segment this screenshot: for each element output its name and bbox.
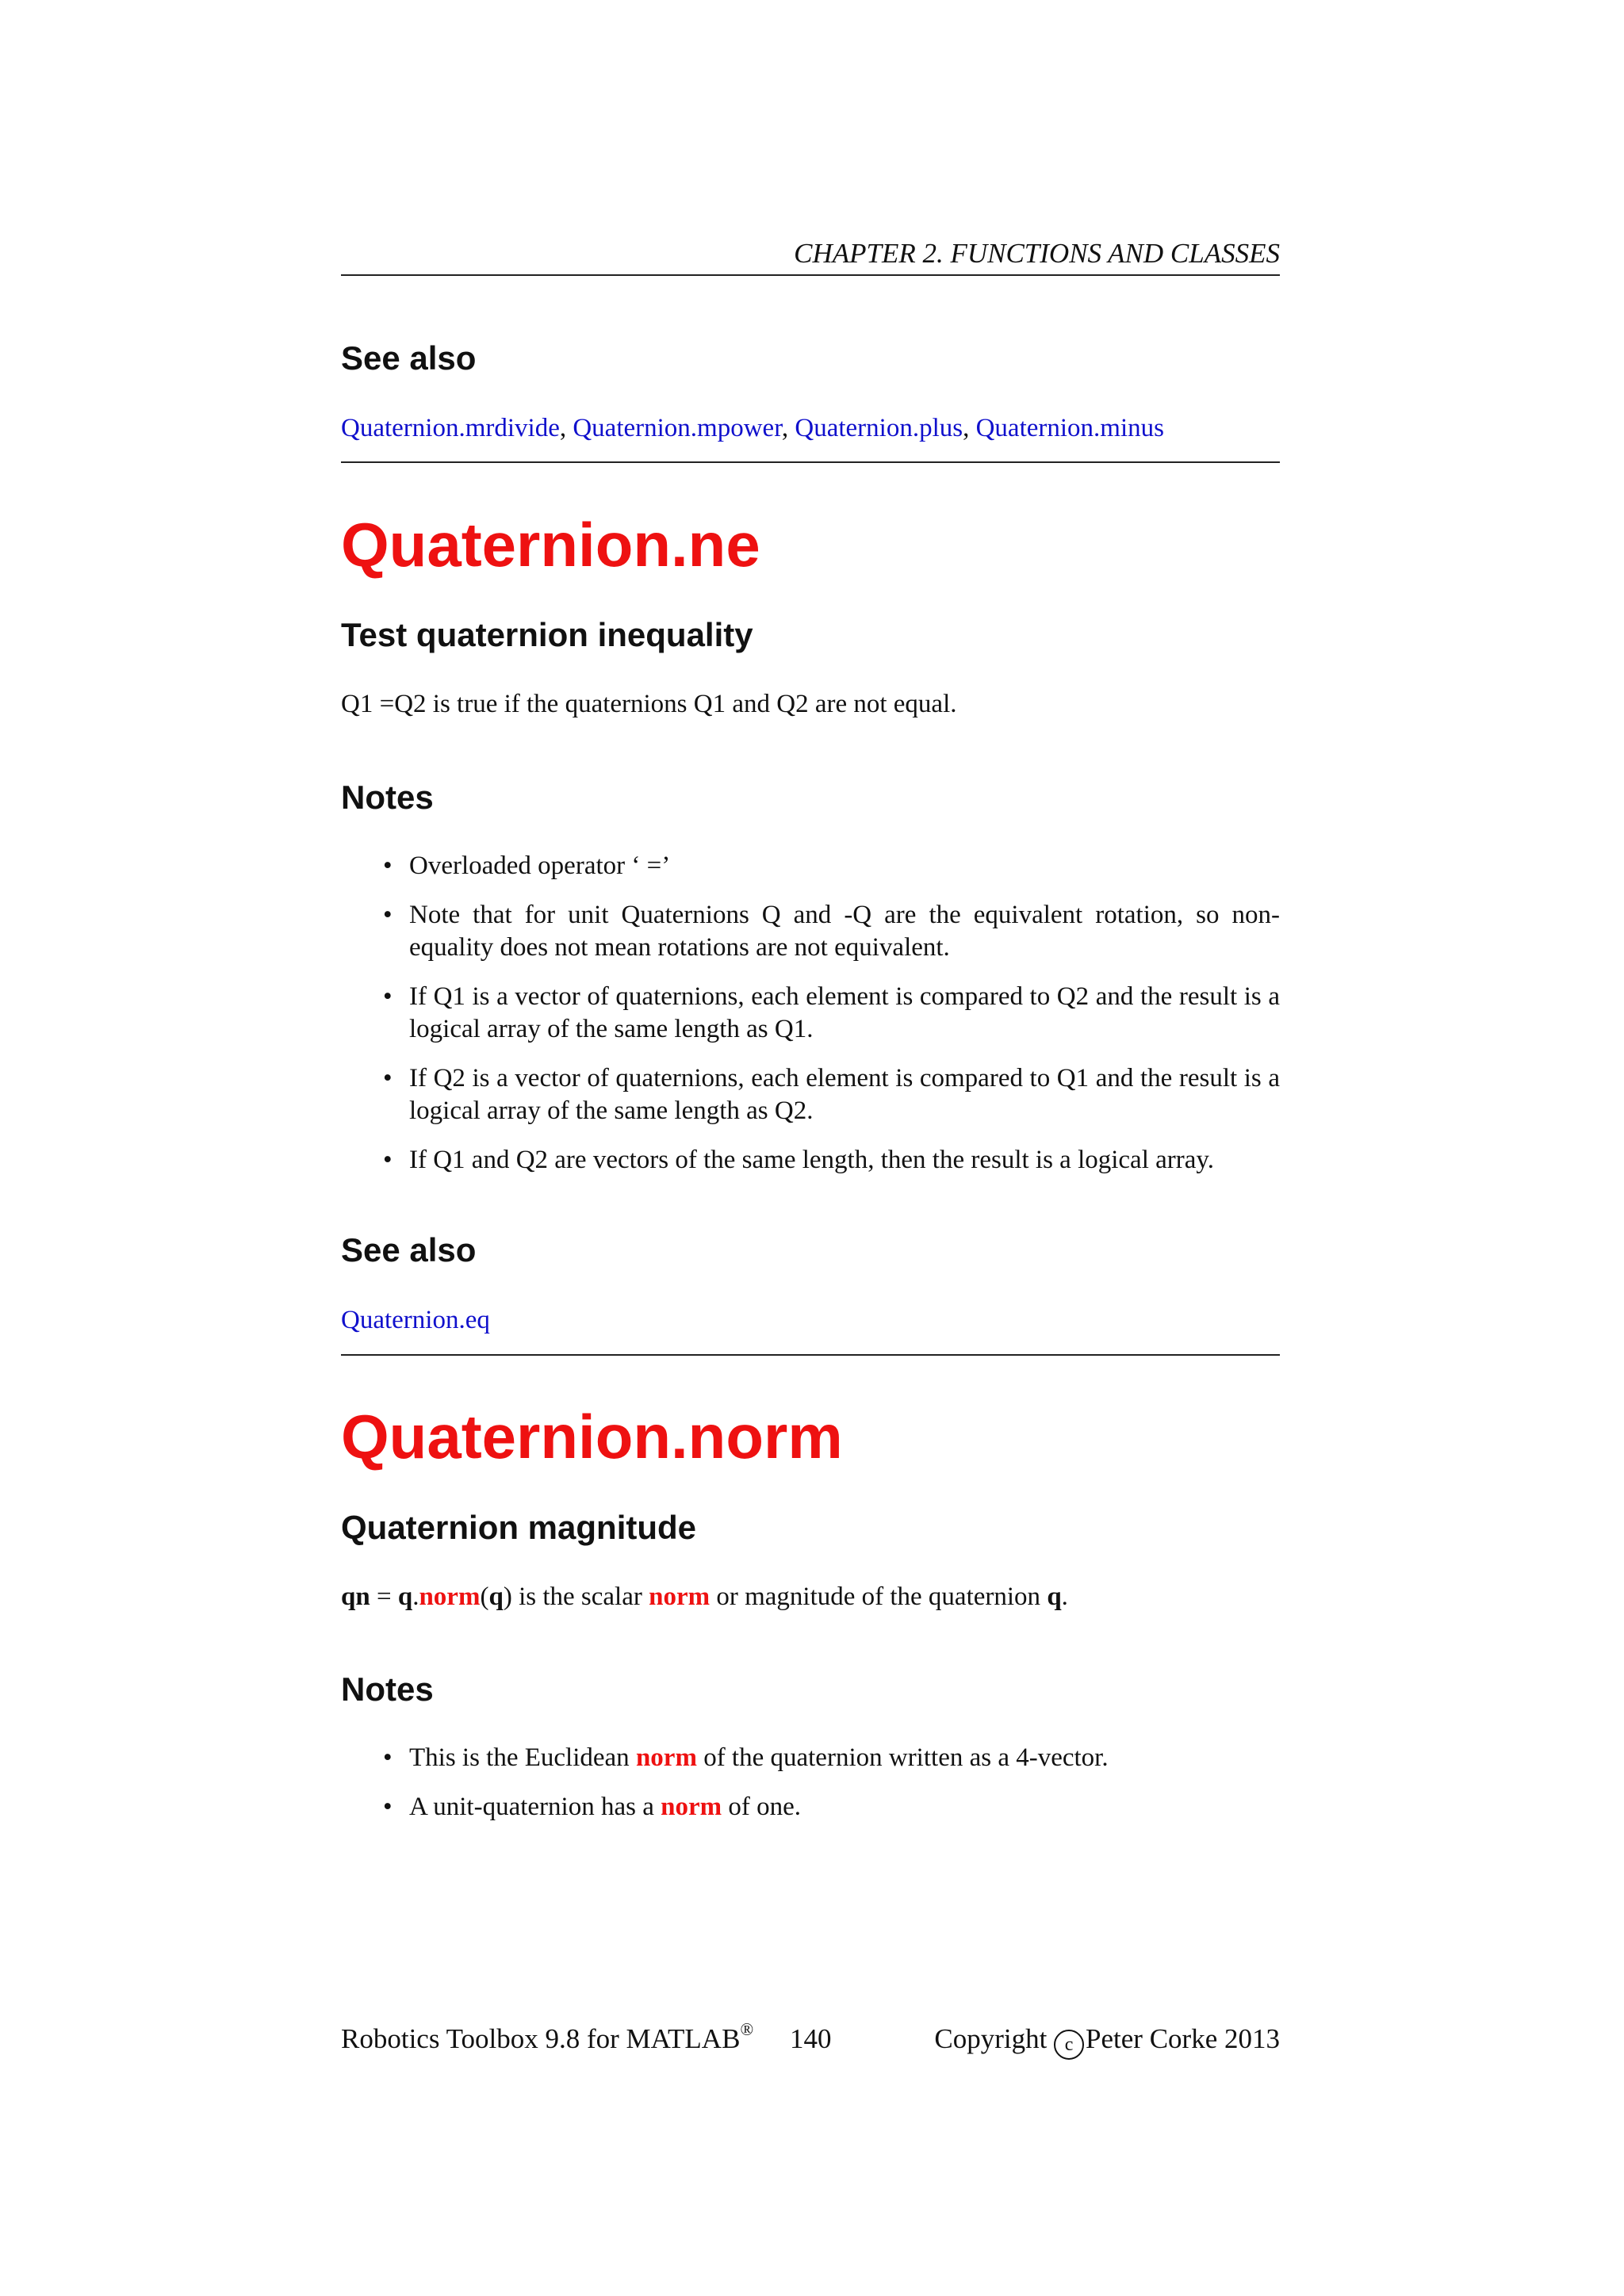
ne-notes-list bbox=[341, 850, 1280, 1193]
note-text: of one. bbox=[722, 1793, 801, 1821]
note-text: If Q2 is a vector of quaternions, each element is compared to Q1 and the result is a logical array of the same length as Q2. bbox=[409, 1064, 1280, 1125]
header-rule bbox=[341, 274, 1280, 276]
norm-keyword: norm bbox=[661, 1793, 722, 1821]
section-divider bbox=[341, 461, 1280, 463]
note-text: Note that for unit Quaternions Q and -Q are the equivalent rotation, so non-equality does not mean rotations are not equivalent. bbox=[409, 901, 1280, 962]
var-q: q bbox=[488, 1582, 504, 1611]
note-text: If Q1 is a vector of quaternions, each element is compared to Q2 and the result is a logical array of the same length as Q1. bbox=[409, 982, 1280, 1043]
ne-subtitle: Test quaternion inequality bbox=[341, 616, 753, 653]
bullet: • bbox=[383, 982, 393, 1011]
list-item bbox=[341, 981, 1280, 1046]
equals-sign: = bbox=[370, 1582, 398, 1611]
list-item bbox=[341, 1791, 1280, 1823]
norm-title: Quaternion.norm bbox=[341, 1402, 843, 1471]
link-quaternion-plus[interactable]: Quaternion.plus bbox=[795, 414, 963, 442]
section-divider bbox=[341, 1354, 1280, 1356]
link-quaternion-mrdivide[interactable]: Quaternion.mrdivide bbox=[341, 414, 560, 442]
ne-see-also-links bbox=[341, 1304, 1280, 1337]
paren-close: ) bbox=[503, 1582, 512, 1611]
var-q: q bbox=[1047, 1582, 1062, 1611]
norm-subtitle: Quaternion magnitude bbox=[341, 1509, 697, 1546]
list-item bbox=[341, 850, 1280, 882]
link-separator: , bbox=[781, 414, 795, 442]
see-also-links bbox=[341, 412, 1280, 445]
bullet: • bbox=[383, 1793, 393, 1821]
link-quaternion-mpower[interactable]: Quaternion.mpower bbox=[573, 414, 782, 442]
note-text: Overloaded operator ‘ =’ bbox=[409, 851, 671, 880]
norm-keyword: norm bbox=[649, 1582, 710, 1611]
link-quaternion-eq[interactable]: Quaternion.eq bbox=[341, 1306, 490, 1334]
ne-title: Quaternion.ne bbox=[341, 510, 760, 580]
desc-text: or magnitude of the quaternion bbox=[710, 1582, 1048, 1611]
var-q: q bbox=[397, 1582, 413, 1611]
bullet: • bbox=[383, 1743, 393, 1772]
list-item bbox=[341, 1062, 1280, 1127]
footer-copyright bbox=[934, 2023, 1280, 2060]
note-text: If Q1 and Q2 are vectors of the same length, then the result is a logical array. bbox=[409, 1146, 1214, 1174]
copyright-text: Peter Corke 2013 bbox=[1086, 2023, 1280, 2054]
footer-title bbox=[341, 2019, 754, 2055]
see-also-heading: See also bbox=[341, 339, 477, 377]
copyright-symbol: c bbox=[1054, 2030, 1084, 2060]
bullet: • bbox=[383, 1064, 393, 1093]
norm-notes-list bbox=[341, 1742, 1280, 1840]
bullet: • bbox=[383, 901, 393, 929]
ne-description: Q1 =Q2 is true if the quaternions Q1 and Q2 are not equal. bbox=[341, 690, 957, 718]
copyright-text: Copyright bbox=[934, 2023, 1055, 2054]
desc-text: is the scalar bbox=[511, 1582, 649, 1611]
registered-mark: ® bbox=[740, 2019, 754, 2039]
list-item bbox=[341, 899, 1280, 964]
footer-title-text: Robotics Toolbox 9.8 for MATLAB bbox=[341, 2023, 741, 2054]
note-text: This is the Euclidean bbox=[409, 1743, 636, 1772]
link-separator: , bbox=[963, 414, 976, 442]
paren-open: ( bbox=[480, 1582, 489, 1611]
page-number: 140 bbox=[790, 2023, 832, 2054]
bullet: • bbox=[383, 1146, 393, 1174]
period: . bbox=[1061, 1582, 1068, 1611]
link-separator: , bbox=[559, 414, 573, 442]
norm-description bbox=[341, 1581, 1280, 1613]
note-text: of the quaternion written as a 4-vector. bbox=[696, 1743, 1109, 1772]
norm-notes-heading: Notes bbox=[341, 1670, 434, 1708]
norm-keyword: norm bbox=[419, 1582, 481, 1611]
ne-see-also-heading: See also bbox=[341, 1231, 477, 1269]
link-quaternion-minus[interactable]: Quaternion.minus bbox=[975, 414, 1164, 442]
list-item bbox=[341, 1144, 1280, 1177]
list-item bbox=[341, 1742, 1280, 1774]
norm-keyword: norm bbox=[635, 1743, 697, 1772]
running-header: CHAPTER 2. FUNCTIONS AND CLASSES bbox=[794, 238, 1280, 269]
dot: . bbox=[412, 1582, 419, 1611]
ne-notes-heading: Notes bbox=[341, 779, 434, 816]
note-text: A unit-quaternion has a bbox=[409, 1793, 661, 1821]
bullet: • bbox=[383, 851, 393, 880]
var-qn: qn bbox=[341, 1582, 370, 1611]
